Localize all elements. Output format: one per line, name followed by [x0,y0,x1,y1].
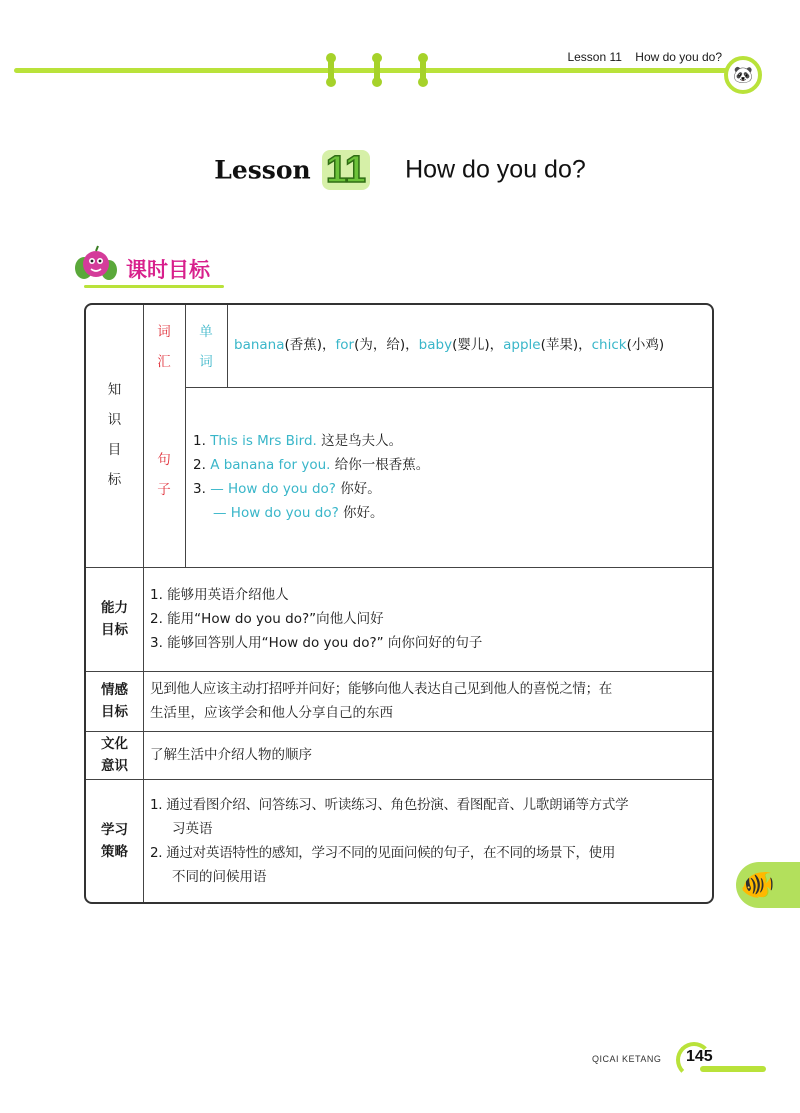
vocab-gloss: (苹果)， [540,337,592,353]
vocab-gloss: (小鸡) [626,337,665,353]
knowledge-label-char: 知 [107,382,122,398]
title-subtitle: How do you do? [405,155,586,184]
table-col-divider [227,305,228,387]
culture-label: 文化 意识 [101,736,128,774]
ability-label: 能力 目标 [101,600,128,638]
ability-item: 1. 能够用英语介绍他人 [150,587,289,603]
vocab-word: chick [591,337,627,353]
section-heading: 课时目标 [126,258,210,282]
word-sublabel-char: 单 [199,324,213,340]
table-col-divider [143,305,144,902]
binder-pin [328,56,334,84]
vocab-word: baby [418,337,453,353]
page-number: 145 [686,1048,713,1065]
sentence-label-char: 句 [157,452,171,468]
ability-list [150,583,706,655]
knowledge-label-char: 识 [107,412,122,428]
ability-item: 2. 能用“How do you do?”向他人问好 [150,611,384,627]
sentence-item: 1. This is Mrs Bird. 这是鸟夫人。 [193,433,403,449]
strategy-list: 1. 通过看图介绍、问答练习、听读练习、角色扮演、看图配音、儿歌朗诵等方式学 习英语 2. 通过对英语特性的感知，学习不同的见面问候的句子，在不同的场景下，使用 不同的问候用语 [150,793,710,889]
panda-icon: 🐼 [724,56,762,94]
sentence-label [143,445,185,505]
table-row-divider [86,567,712,568]
fish-icon: 🐠 [740,868,775,901]
vocab-gloss: (香蕉)， [284,337,336,353]
emotion-label: 情感 目标 [101,682,128,720]
knowledge-label-char: 标 [107,472,122,488]
vocab-word: banana [234,337,285,353]
binder-pin [420,56,426,84]
word-sublabel [185,317,227,377]
vocab-word: for [335,337,355,353]
strategy-item: 1. 通过看图介绍、问答练习、听读练习、角色扮演、看图配音、儿歌朗诵等方式学 [150,797,629,813]
binder-pin [374,56,380,84]
sentence-label-char: 子 [157,482,171,498]
sentence-item: — How do you do? 你好。 [213,505,384,521]
page-title [0,150,800,190]
vocab-gloss: (为，给)， [354,337,419,353]
vocab-word: apple [503,337,541,353]
title-lesson: Lesson [214,155,311,185]
title-lesson-number: 11 [322,150,370,190]
vocab-gloss: (婴儿)， [452,337,504,353]
knowledge-label [86,375,143,495]
ability-item: 3. 能够回答别人用“How do you do?” 向你问好的句子 [150,635,483,651]
emotion-text: 见到他人应该主动打招呼并问好；能够向他人表达自己见到他人的喜悦之情；在 生活里，应该学会和他人分享自己的东西 [150,681,612,721]
sentence-item: 2. A banana for you. 给你一根香蕉。 [193,457,430,473]
running-head: Lesson 11 How do you do? [567,50,722,64]
vocab-label-char: 词 [157,324,171,340]
word-sublabel-char: 词 [199,354,213,370]
vocab-label [143,317,185,377]
footer-brand: QICAI KETANG [592,1054,662,1064]
culture-text: 了解生活中介绍人物的顺序 [150,747,312,763]
strategy-item: 2. 通过对英语特性的感知，学习不同的见面问候的句子，在不同的场景下，使用 [150,845,616,861]
fruit-mascot-icon [74,244,118,282]
knowledge-label-char: 目 [107,442,122,458]
section-underline [84,285,224,288]
sentence-list [193,429,703,525]
sentence-item: 3. — How do you do? 你好。 [193,481,381,497]
vocab-list [234,333,710,357]
table-row-divider [86,779,712,780]
footer-rule [700,1066,766,1072]
table-row-divider [86,731,712,732]
vocab-label-char: 汇 [157,354,171,370]
strategy-label: 学习 策略 [101,822,128,860]
objectives-table [84,303,714,904]
table-row-divider [86,671,712,672]
table-row-divider [185,387,712,388]
